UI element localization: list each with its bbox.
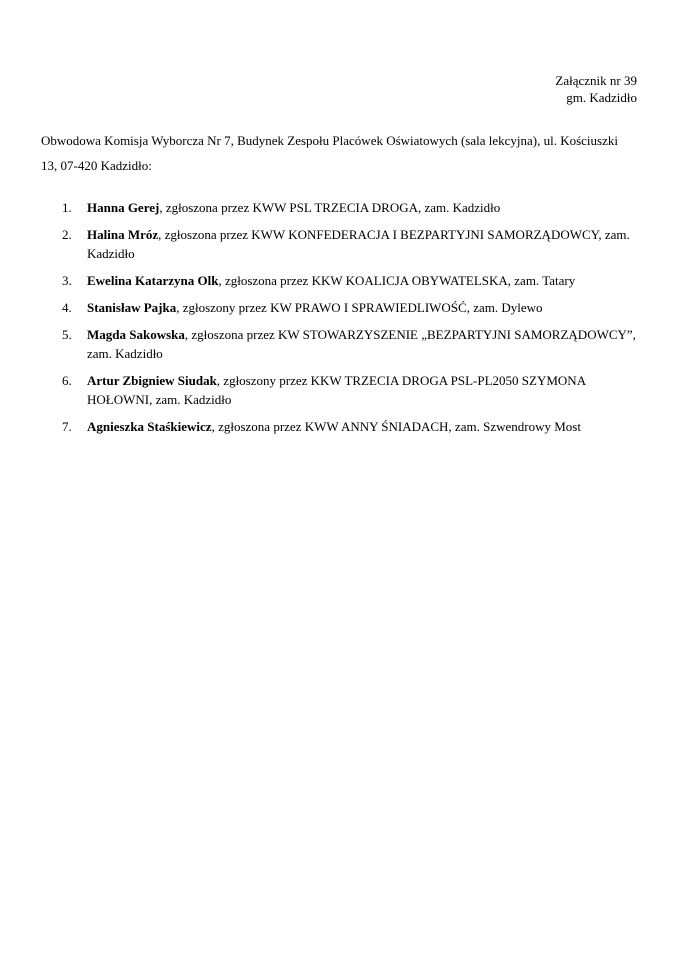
- member-number: 3.: [62, 273, 72, 288]
- member-number: 5.: [62, 327, 72, 342]
- annex-municipality: gm. Kadzidło: [566, 90, 637, 105]
- member-name: Agnieszka Staśkiewicz: [87, 419, 212, 434]
- member-name: Halina Mróz: [87, 227, 159, 242]
- member-name: Magda Sakowska: [87, 327, 185, 342]
- commission-description: Obwodowa Komisja Wyborcza Nr 7, Budynek Zespołu Placówek Oświatowych (sala lekcyjna), ul. Kościuszki 13, 07-420 Kadzidło:: [41, 133, 618, 173]
- annex-number: Załącznik nr 39: [555, 73, 637, 88]
- member-details: , zgłoszony przez KKW TRZECIA DROGA PSL-PL2050 SZYMONA HOŁOWNI, zam. Kadzidło: [87, 373, 586, 407]
- member-number: 2.: [62, 227, 72, 242]
- member-details: , zgłoszona przez KWW KONFEDERACJA I BEZPARTYJNI SAMORZĄDOWCY, zam. Kadzidło: [87, 227, 630, 261]
- member-name: Ewelina Katarzyna Olk: [87, 273, 219, 288]
- member-item: [41, 198, 641, 217]
- member-number: 6.: [62, 373, 72, 388]
- member-number: 7.: [62, 419, 72, 434]
- member-details: , zgłoszona przez KWW PSL TRZECIA DROGA, zam. Kadzidło: [159, 200, 501, 215]
- member-number: 1.: [62, 200, 72, 215]
- member-name: Artur Zbigniew Siudak: [87, 373, 217, 388]
- member-details: , zgłoszona przez KWW ANNY ŚNIADACH, zam. Szwendrowy Most: [211, 419, 581, 434]
- members-list: [41, 198, 641, 444]
- member-item: [41, 271, 641, 290]
- member-item: [41, 371, 641, 409]
- member-details: , zgłoszona przez KKW KOALICJA OBYWATELSKA, zam. Tatary: [218, 273, 576, 288]
- member-item: [41, 325, 641, 363]
- member-item: [41, 417, 641, 436]
- member-name: Hanna Gerej: [87, 200, 160, 215]
- member-item: [41, 225, 641, 263]
- member-item: [41, 298, 641, 317]
- member-name: Stanisław Pajka: [87, 300, 177, 315]
- member-details: , zgłoszony przez KW PRAWO I SPRAWIEDLIWOŚĆ, zam. Dylewo: [176, 300, 543, 315]
- member-number: 4.: [62, 300, 72, 315]
- annex-header: [555, 72, 637, 106]
- member-details: , zgłoszona przez KW STOWARZYSZENIE „BEZPARTYJNI SAMORZĄDOWCY”, zam. Kadzidło: [87, 327, 636, 361]
